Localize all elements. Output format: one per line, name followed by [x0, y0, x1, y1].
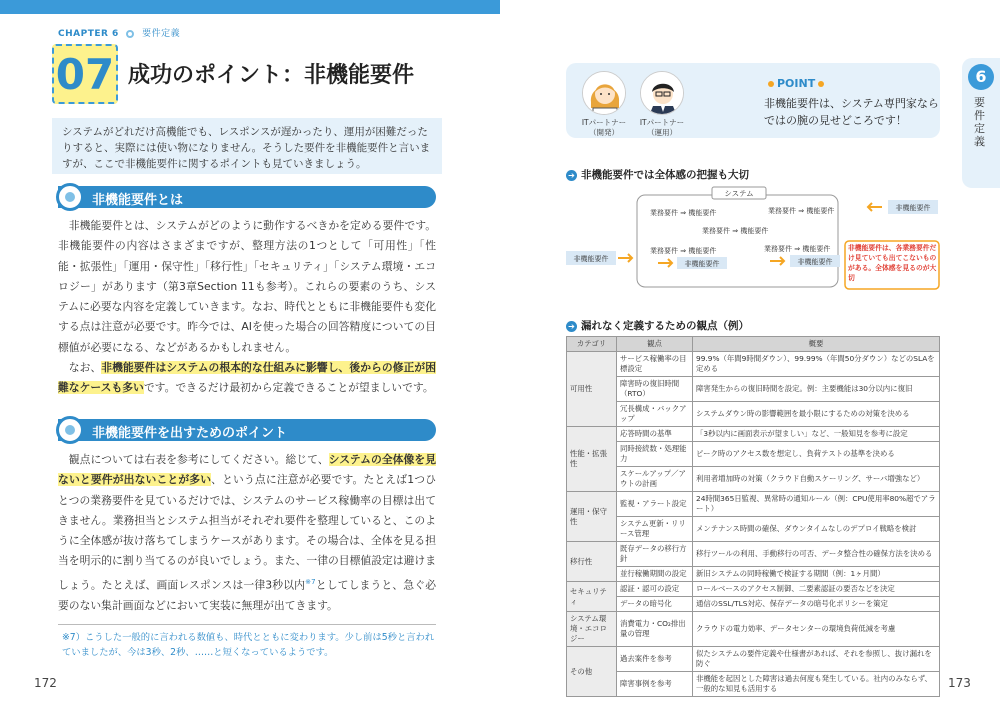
orange-dot-icon	[818, 81, 824, 87]
summary-cell: 24時間365日監視、異常時の通知ルール（例：CPU使用率80%超でアラート）	[693, 492, 940, 517]
category-cell: 可用性	[567, 352, 617, 427]
viewpoint-cell: 並行稼働期間の設定	[617, 567, 693, 582]
viewpoint-cell: システム更新・リリース管理	[617, 517, 693, 542]
p3-highlight: システムの全体像を見ないと要件が出ないことが多い	[58, 453, 436, 487]
table-row	[567, 352, 940, 377]
diagram-heading-text: 非機能要件では全体感の把握も大切	[581, 169, 749, 181]
table-row	[567, 377, 940, 402]
table-row	[567, 672, 940, 697]
point-text: 非機能要件は、システム専門家ならではの腕の見せどころです！	[764, 97, 939, 127]
arrow-icon	[618, 254, 632, 262]
callout-wrapper	[848, 243, 938, 289]
table-row	[567, 647, 940, 672]
col-viewpoint: 観点	[617, 337, 693, 352]
body-section-2	[58, 450, 436, 616]
viewpoint-cell: サービス稼働率の目標設定	[617, 352, 693, 377]
nfr-right: 非機能要件	[895, 204, 931, 212]
page-number-left: 172	[34, 676, 57, 690]
table-row	[567, 567, 940, 582]
summary-cell: ピーク時のアクセス数を想定し、負荷テストの基準を決める	[693, 442, 940, 467]
summary-cell: 通信のSSL/TLS対応、保存データの暗号化ポリシーを策定	[693, 597, 940, 612]
category-cell: セキュリティ	[567, 582, 617, 612]
section-number: 07	[52, 44, 118, 104]
arrow-icon	[868, 203, 882, 211]
chapter-label	[58, 26, 180, 39]
paragraph-3	[58, 450, 436, 616]
heading-nfr	[58, 186, 436, 208]
table-row	[567, 492, 940, 517]
summary-cell: システムダウン時の影響範囲を最小限にするための対策を決める	[693, 402, 940, 427]
orange-dot-icon	[768, 81, 774, 87]
p3-text-b: 、という点に注意が必要です。たとえば1つひとつの業務要件を見ているだけでは、システムのサービス稼働率の目標は出てきません。業務担当とシステム担当がそれぞれ要件を整理していると、このように全体感が抜け落ちてしまうケースがあります。その場合は、全体を見る担当を明示的に割り当てるのが良いでしょう。また、一律の目標値設定は避けましょう。たとえば、画面レスポンスは一律3秒以内	[58, 473, 436, 592]
flow-1: 業務要件 ⇒ 機能要件	[650, 209, 717, 217]
viewpoint-cell: 障害事例を参考	[617, 672, 693, 697]
flow-5: 業務要件 ⇒ 機能要件	[764, 245, 831, 253]
category-cell: 運用・保守性	[567, 492, 617, 542]
page-number-right: 173	[948, 676, 971, 690]
viewpoint-cell: 同時接続数・処理能力	[617, 442, 693, 467]
table-row	[567, 597, 940, 612]
col-category: カテゴリ	[567, 337, 617, 352]
woman-avatar-icon	[583, 72, 626, 115]
diagram-heading	[566, 167, 749, 182]
table-row	[567, 467, 940, 492]
table-row	[567, 612, 940, 647]
summary-cell: 新旧システムの同時稼働で検証する期間（例：1ヶ月間）	[693, 567, 940, 582]
p2-text-a: なお、	[68, 361, 102, 375]
table-row	[567, 542, 940, 567]
lead-paragraph: システムがどれだけ高機能でも、レスポンスが遅かったり、運用が困難だったりすると、実際には使い物になりません。そうした要件を非機能要件と言いますが、ここで非機能要件に関するポイントも見ていきましょう。	[52, 118, 442, 174]
viewpoint-cell: 認証・認可の設定	[617, 582, 693, 597]
point-heading-text: POINT	[777, 77, 816, 90]
developer-avatar	[582, 71, 626, 115]
viewpoint-cell: 既存データの移行方針	[617, 542, 693, 567]
table-header-row	[567, 337, 940, 352]
heading-disc-icon	[56, 416, 84, 444]
chapter-number: CHAPTER 6	[58, 29, 119, 39]
chapter-dot-icon	[126, 30, 134, 38]
paragraph-1: 非機能要件とは、システムがどのように動作するべきかを定める要件です。非機能要件の内容はさまざまですが、整理方法の1つとして「可用性」「性能・拡張性」「運用・保守性」「移行性」「セキュリティ」「システム環境・エコロジー」があります（第3章Section 11も参考）。これらの要素のうち、システムに必要な内容を定義していきます。なお、時代とともに非機能要件も変化する点は注意が必要です。昨今では、AIを使った場合の回答精度についての目標値が必要になる、などがあるかもしれません。	[58, 219, 436, 354]
heading-nfr-points	[58, 419, 436, 441]
viewpoint-cell: データの暗号化	[617, 597, 693, 612]
viewpoint-cell: 消費電力・CO₂排出量の管理	[617, 612, 693, 647]
viewpoint-cell: スケールアップ／アウトの計画	[617, 467, 693, 492]
flow-4: 業務要件 ⇒ 機能要件	[650, 247, 717, 255]
viewpoint-cell: 応答時間の基準	[617, 427, 693, 442]
flow-2: 業務要件 ⇒ 機能要件	[768, 207, 835, 215]
body-section-1	[58, 216, 436, 399]
top-bar	[0, 0, 500, 14]
heading-disc-icon	[56, 183, 84, 211]
table-heading-text: 漏れなく定義するための観点（例）	[581, 320, 749, 332]
chapter-subtitle: 要件定義	[142, 29, 181, 39]
p3-text-c: としてしまうと、急ぐ必要のない集計画面などにおいて実装に無理が出てきます。	[58, 578, 436, 612]
viewpoint-cell: 障害時の復旧時間（RTO）	[617, 377, 693, 402]
table-heading	[566, 318, 749, 333]
operator-avatar	[640, 71, 684, 115]
chapter-side-tab[interactable]	[962, 58, 1000, 188]
p3-text-a: 観点については右表を参考にしてください。総じて、	[68, 453, 329, 466]
nfr-mid-1: 非機能要件	[684, 260, 720, 268]
chapter-tab-number: 6	[968, 64, 994, 90]
summary-cell: 非機能を起因とした障害は過去何度も発生している。社内のみならず、一般的な知見も活用する	[693, 672, 940, 697]
summary-cell: 99.9%（年間9時間ダウン）、99.99%（年間50分ダウン）などのSLAを定める	[693, 352, 940, 377]
operator-label: ITパートナー（運用）	[639, 118, 685, 137]
footnote-ref[interactable]: ※7	[305, 577, 316, 586]
category-cell: その他	[567, 647, 617, 697]
summary-cell: ロールベースのアクセス制御、二要素認証の要否などを決定	[693, 582, 940, 597]
category-cell: システム環境・エコロジー	[567, 612, 617, 647]
paragraph-2	[58, 358, 436, 399]
p2-highlight: 非機能要件はシステムの根本的な仕組みに影響し、後からの修正が困難なケースも多い	[58, 361, 436, 395]
arrow-circle-icon: ➔	[566, 321, 577, 332]
footnote: ※7）こうした一般的に言われる数値も、時代とともに変わります。少し前は5秒と言われていましたが、今は3秒、2秒、……と短くなっているようです。	[62, 632, 435, 658]
table-row	[567, 517, 940, 542]
summary-cell: クラウドの電力効率、データセンターの環境負荷低減を考慮	[693, 612, 940, 647]
nfr-mid-2: 非機能要件	[797, 258, 833, 266]
flow-3: 業務要件 ⇒ 機能要件	[702, 227, 769, 235]
system-label: システム	[724, 189, 754, 198]
viewpoint-cell: 冗長構成・バックアップ	[617, 402, 693, 427]
heading-nfr-text: 非機能要件とは	[92, 193, 184, 208]
viewpoint-cell: 監視・アラート設定	[617, 492, 693, 517]
table-row	[567, 427, 940, 442]
summary-cell: 移行ツールの利用、手動移行の可否、データ整合性の確保方法を決める	[693, 542, 940, 567]
table-row	[567, 442, 940, 467]
category-cell: 移行性	[567, 542, 617, 582]
nfr-left: 非機能要件	[573, 255, 609, 263]
arrow-circle-icon: ➔	[566, 170, 577, 181]
summary-cell: メンテナンス時間の確保、ダウンタイムなしのデプロイ戦略を検討	[693, 517, 940, 542]
category-cell: 性能・拡張性	[567, 427, 617, 492]
nfr-diagram	[566, 183, 940, 293]
callout-text: 非機能要件は、各業務要件だけ見ていても出てこないものがある。全体感を見るのが大切	[848, 244, 937, 282]
man-avatar-icon	[641, 72, 684, 115]
developer-label: ITパートナー（開発）	[581, 118, 627, 137]
heading-nfr-points-text: 非機能要件を出すためのポイント	[92, 426, 288, 441]
col-summary: 概要	[693, 337, 940, 352]
criteria-table	[566, 336, 940, 697]
point-box	[566, 63, 940, 138]
chapter-tab-label: 要件定義	[974, 96, 985, 148]
table-row	[567, 402, 940, 427]
right-page	[500, 0, 1000, 709]
summary-cell: 似たシステムの要件定義や仕様書があれば、それを参照し、抜け漏れを防ぐ	[693, 647, 940, 672]
summary-cell: 障害発生からの復旧時間を設定。例：主要機能は30分以内に復旧	[693, 377, 940, 402]
p2-text-b: です。できるだけ最初から定義できることが望ましいです。	[143, 381, 434, 395]
summary-cell: 「3秒以内に画面表示が望ましい」など、一般知見を参考に設定	[693, 427, 940, 442]
summary-cell: 利用者増加時の対策（クラウド自動スケーリング、サーバ増強など）	[693, 467, 940, 492]
viewpoint-cell: 過去案件を参考	[617, 647, 693, 672]
footnote-divider	[58, 624, 436, 625]
point-heading	[765, 77, 827, 90]
table-row	[567, 582, 940, 597]
page-title: 成功のポイント：非機能要件	[128, 63, 415, 88]
